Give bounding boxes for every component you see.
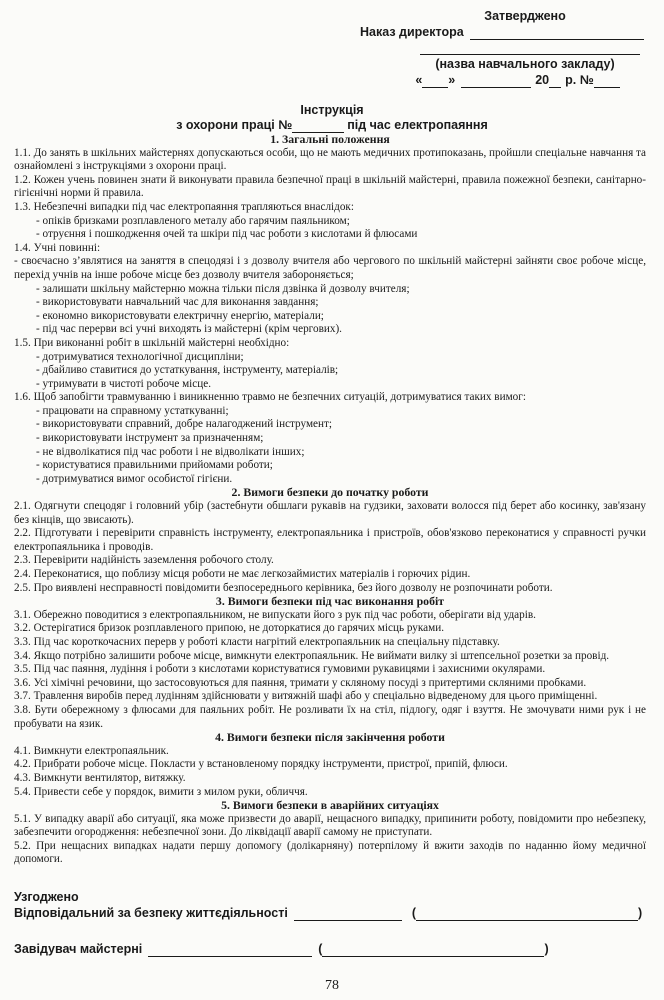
section-heading: 1. Загальні положення bbox=[270, 132, 390, 146]
page-number: 78 bbox=[325, 978, 339, 993]
section-heading: 3. Вимоги безпеки під час виконання робіт bbox=[215, 594, 445, 609]
list-bullet-item: - дбайливо ставитися до устаткування, інструменту, матеріалів; bbox=[36, 364, 339, 377]
order-number-blank bbox=[594, 75, 620, 88]
list-bullet-item: - опіків бризками розплавленого металу або гарячим паяльником; bbox=[36, 214, 350, 227]
safety-officer-row bbox=[14, 905, 654, 921]
institution-caption: (назва навчального закладу) bbox=[435, 57, 615, 71]
title-prefix: з охорони праці № bbox=[176, 118, 293, 132]
instruction-paragraph: 3.6. Усі хімічні речовини, що застосовуються для паяння, тримати у скляному посуді з притертими скляними пробками. bbox=[14, 676, 587, 689]
institution-blank-line bbox=[420, 44, 640, 55]
list-bullet-item: - економно використовувати електричну енергію, матеріали; bbox=[36, 309, 324, 322]
instruction-paragraph: 2.5. Про виявлені несправності повідомити безпосереднього керівника, без його дозволу не розпочинати роботи. bbox=[14, 581, 553, 594]
instruction-paragraph: 1.2. Кожен учень повинен знати й виконувати правила безпечної праці в шкільній майстерні, правила пожежної безпеки, санітарно-гігієнічні норми й правила. bbox=[14, 173, 646, 200]
instruction-paragraph: 1.1. До занять в шкільних майстернях допускаються особи, що не мають медичних протипоказань, пройшли спеціальне навчання та ознайомлені з інструкціями з охорони праці. bbox=[14, 146, 646, 173]
instruction-paragraph: 4.1. Вимкнути електропаяльник. bbox=[14, 744, 169, 757]
list-bullet-item: - утримувати в чистоті робоче місце. bbox=[36, 377, 211, 390]
approval-block bbox=[360, 8, 650, 88]
agreed-label: Узгоджено bbox=[14, 890, 79, 904]
list-bullet-item: - залишати шкільну майстерню можна тільки після дзвінка й дозволу вчителя; bbox=[36, 282, 410, 295]
instruction-paragraph: 3.3. Під час короткочасних перерв у роботі класти нагрітий електропаяльник на спеціальну підставку. bbox=[14, 635, 500, 648]
safety-officer-name-line bbox=[416, 908, 638, 921]
list-bullet-item: - не відволікатися під час роботи і не відволікати інших; bbox=[36, 445, 305, 458]
list-bullet-item: - дотримуватися технологічної дисципліни; bbox=[36, 350, 244, 363]
section-heading: 5. Вимоги безпеки в аварійних ситуаціях bbox=[221, 798, 439, 813]
title-suffix: під час електропаяння bbox=[347, 118, 488, 132]
paren-close: ) bbox=[637, 906, 643, 920]
year-suffix: р. № bbox=[565, 73, 594, 87]
instruction-paragraph: 1.5. При виконанні робіт в шкільній майстерні необхідно: bbox=[14, 336, 290, 349]
instruction-body bbox=[14, 133, 646, 867]
year-blank bbox=[549, 75, 561, 88]
instruction-paragraph: 3.5. Під час паяння, лудіння і роботи з кислотами користуватися гумовими рукавицями і захисними окулярами. bbox=[14, 663, 546, 676]
year-prefix: 20 bbox=[535, 73, 550, 87]
instruction-title bbox=[0, 103, 664, 133]
order-row bbox=[360, 24, 650, 40]
instruction-paragraph: 5.2. При нещасних випадках надати першу допомогу (долікарняну) потерпілому й вжити заходів по наданню йому медичної допомоги. bbox=[14, 839, 646, 866]
instruction-paragraph: 5.1. У випадку аварії або ситуації, яка може призвести до аварії, нещасного випадку, припинити роботу, повідомити про небезпеку, забезпечити огородження: небезпечної зони. До ліквідації аварії самому не приступати. bbox=[14, 812, 646, 839]
list-bullet-item: - отруєння і пошкодження очей та шкіри під час роботи з кислотами й флюсами bbox=[36, 228, 418, 241]
instruction-paragraph: 3.4. Якщо потрібно залишити робоче місце, вимкнути електропаяльник. Не виймати вилку зі штепсельної розетки за провід. bbox=[14, 649, 610, 662]
workshop-head-signature-line bbox=[148, 944, 312, 957]
signature-block bbox=[14, 889, 654, 957]
section-heading: 4. Вимоги безпеки після закінчення роботи bbox=[215, 730, 445, 745]
instruction-paragraph: 4.2. Прибрати робоче місце. Покласти у встановленому порядку інструменти, пристрої, припій, флюси. bbox=[14, 758, 508, 771]
title-line-2 bbox=[0, 118, 664, 133]
day-blank bbox=[422, 75, 448, 88]
instruction-paragraph: 1.3. Небезпечні випадки під час електропаяння трапляються внаслідок: bbox=[14, 200, 354, 213]
workshop-head-row bbox=[14, 941, 654, 957]
list-bullet-item: - користуватися правильними прийомами роботи; bbox=[36, 459, 273, 472]
instruction-paragraph: - своєчасно з’являтися на заняття в спецодязі і з дозволу вчителя або чергового по шкільній майстерні зайняти своє робоче місце, перехід учнів на інше робоче місце без дозволу вчителя забороняється; bbox=[14, 255, 646, 281]
list-bullet-item: - дотримуватися вимог особистої гігієни. bbox=[36, 472, 233, 485]
instruction-paragraph: 2.2. Підготувати і перевірити справність інструменту, електропаяльника і пристроїв, обов'язково переконатися у справності ручки електропаяльника і проводів. bbox=[14, 527, 646, 553]
workshop-head-label: Завідувач майстерні bbox=[14, 942, 143, 956]
instruction-paragraph: 3.7. Травлення виробів перед лудінням здійснювати у витяжній шафі або у спеціально відведеному для цього приміщенні. bbox=[14, 690, 598, 703]
date-row bbox=[360, 72, 650, 88]
instruction-paragraph: 1.4. Учні повинні: bbox=[14, 241, 101, 254]
list-bullet-item: - працювати на справному устаткуванні; bbox=[36, 404, 229, 417]
instruction-paragraph: 1.6. Щоб запобігти травмуванню і виникненню травмо не безпечних ситуацій, дотримуватися таких вимог: bbox=[14, 391, 526, 404]
instruction-paragraph: 4.3. Вимкнути вентилятор, витяжку. bbox=[14, 771, 186, 784]
safety-officer-label: Відповідальний за безпеку життєдіяльності bbox=[14, 906, 288, 920]
instruction-paragraph: 2.4. Переконатися, що поблизу місця роботи не має легкозаймистих матеріалів і горючих рідин. bbox=[14, 568, 471, 580]
approval-title: Затверджено bbox=[484, 9, 566, 23]
date-quote-close: » bbox=[448, 73, 456, 87]
instruction-paragraph: 2.1. Одягнути спецодяг і головний убір (застебнути обшлаги рукавів на гудзики, заховати волосся під берет або косинку, зав'язану без кінців, що звисають). bbox=[14, 500, 646, 526]
safety-officer-signature-line bbox=[294, 908, 402, 921]
instruction-paragraph: 3.8. Бути обережному з флюсами для паяльних робіт. Не розливати їх на стіл, підлогу, одяг і взуття. Не змочувати ними рук і не пробувати на язик. bbox=[14, 703, 646, 730]
list-bullet-item: - використовувати інструмент за призначенням; bbox=[36, 432, 264, 445]
list-bullet-item: - використовувати справний, добре налагоджений інструмент; bbox=[36, 418, 332, 431]
order-blank-line bbox=[470, 27, 644, 40]
date-quote-open: « bbox=[415, 73, 423, 87]
month-blank bbox=[461, 75, 531, 88]
order-label: Наказ директора bbox=[360, 25, 464, 39]
instruction-paragraph: 3.2. Остерігатися бризок розплавленого припою, не доторкатися до гарячих місць руками. bbox=[14, 622, 444, 635]
instruction-paragraph: 2.3. Перевірити надійність заземлення робочого столу. bbox=[14, 554, 274, 567]
title-line-1: Інструкція bbox=[300, 103, 364, 117]
list-bullet-item: - використовувати навчальний час для виконання завдання; bbox=[36, 296, 319, 309]
paren-open: ( bbox=[411, 906, 416, 920]
paren-open-2: ( bbox=[318, 942, 323, 956]
section-heading: 2. Вимоги безпеки до початку роботи bbox=[231, 485, 429, 500]
instruction-paragraph: 3.1. Обережно поводитися з електропаяльником, не випускати його з рук під час роботи, оберігати від ударів. bbox=[14, 608, 536, 621]
paren-close-2: ) bbox=[544, 942, 549, 956]
workshop-head-name-line bbox=[322, 944, 544, 957]
list-bullet-item: - під час перерви всі учні виходять із майстерні (крім чергових). bbox=[36, 323, 342, 336]
instruction-paragraph: 5.4. Привести себе у порядок, вимити з милом руки, обличчя. bbox=[14, 785, 308, 798]
